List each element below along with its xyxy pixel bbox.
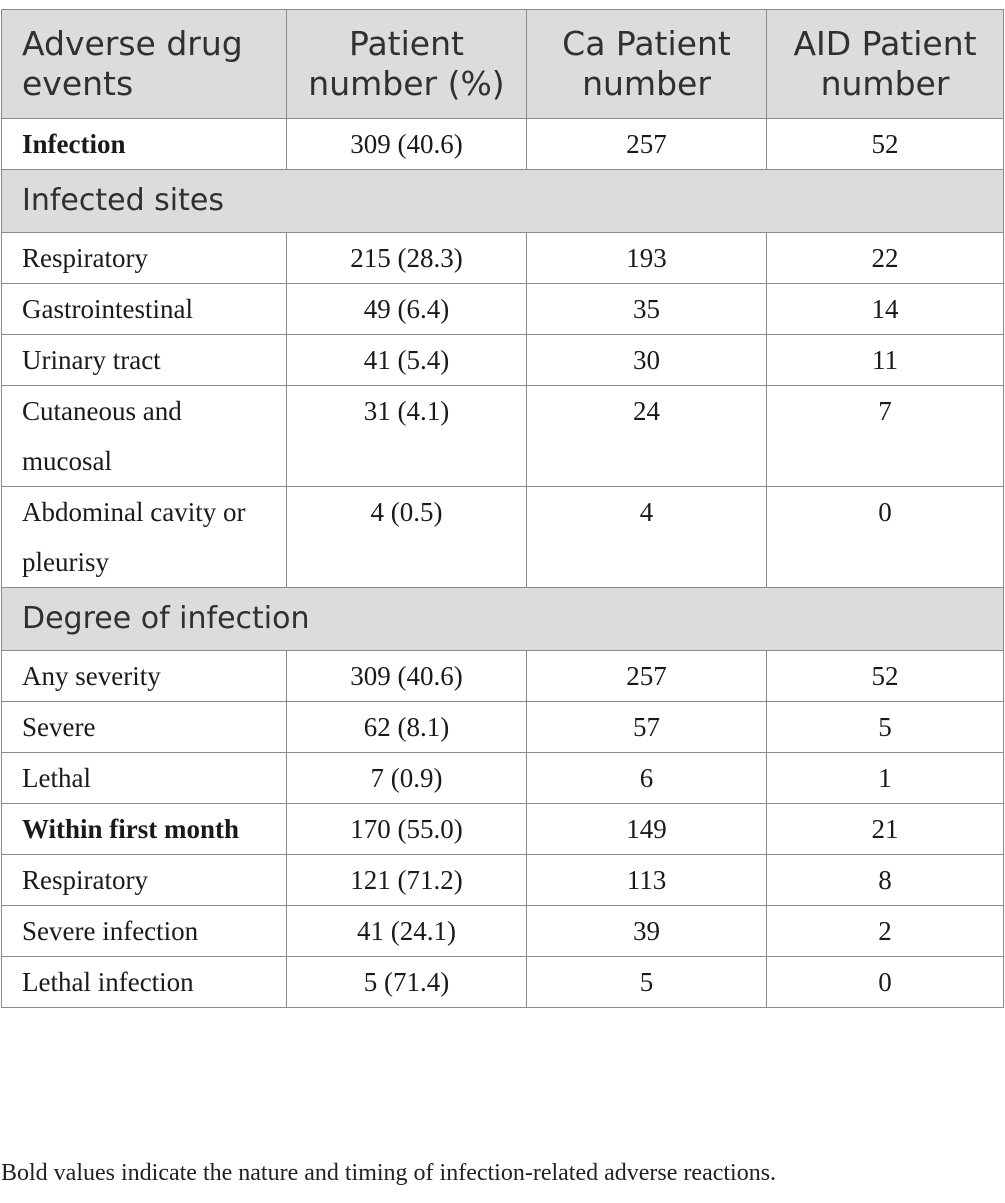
table-row bbox=[2, 233, 1004, 284]
patient-number-cell: 121 (71.2) bbox=[287, 855, 527, 906]
table-row bbox=[2, 804, 1004, 855]
row-label: Respiratory bbox=[2, 233, 287, 284]
table-row bbox=[2, 651, 1004, 702]
section-label: Degree of infection bbox=[2, 588, 1004, 651]
aid-patient-number-cell: 7 bbox=[767, 386, 1004, 487]
ca-patient-number-cell: 35 bbox=[527, 284, 767, 335]
row-label: Gastrointestinal bbox=[2, 284, 287, 335]
section-row bbox=[2, 588, 1004, 651]
table-row bbox=[2, 855, 1004, 906]
table-footnote: Bold values indicate the nature and timing of infection-related adverse reactions. bbox=[1, 1160, 777, 1186]
ca-patient-number-cell: 149 bbox=[527, 804, 767, 855]
aid-patient-number-cell: 14 bbox=[767, 284, 1004, 335]
table-row bbox=[2, 284, 1004, 335]
patient-number-cell: 62 (8.1) bbox=[287, 702, 527, 753]
patient-number-cell: 5 (71.4) bbox=[287, 957, 527, 1008]
ca-patient-number-cell: 6 bbox=[527, 753, 767, 804]
row-label: Severe bbox=[2, 702, 287, 753]
aid-patient-number-cell: 8 bbox=[767, 855, 1004, 906]
table-row bbox=[2, 386, 1004, 487]
header-row bbox=[2, 10, 1004, 119]
table-row bbox=[2, 119, 1004, 170]
aid-patient-number-cell: 0 bbox=[767, 487, 1004, 588]
row-label: Cutaneous and mucosal bbox=[2, 386, 287, 487]
header-ca-patient-number: Ca Patient number bbox=[527, 10, 767, 119]
ca-patient-number-cell: 113 bbox=[527, 855, 767, 906]
table-row bbox=[2, 487, 1004, 588]
ca-patient-number-cell: 24 bbox=[527, 386, 767, 487]
aid-patient-number-cell: 2 bbox=[767, 906, 1004, 957]
section-label: Infected sites bbox=[2, 170, 1004, 233]
patient-number-cell: 4 (0.5) bbox=[287, 487, 527, 588]
row-label: Lethal infection bbox=[2, 957, 287, 1008]
section-row bbox=[2, 170, 1004, 233]
ca-patient-number-cell: 57 bbox=[527, 702, 767, 753]
patient-number-cell: 215 (28.3) bbox=[287, 233, 527, 284]
row-label: Respiratory bbox=[2, 855, 287, 906]
aid-patient-number-cell: 1 bbox=[767, 753, 1004, 804]
aid-patient-number-cell: 21 bbox=[767, 804, 1004, 855]
ca-patient-number-cell: 5 bbox=[527, 957, 767, 1008]
patient-number-cell: 7 (0.9) bbox=[287, 753, 527, 804]
row-label: Abdominal cavity or pleurisy bbox=[2, 487, 287, 588]
header-aid-patient-number: AID Patient number bbox=[767, 10, 1004, 119]
patient-number-cell: 49 (6.4) bbox=[287, 284, 527, 335]
patient-number-cell: 31 (4.1) bbox=[287, 386, 527, 487]
table-row bbox=[2, 957, 1004, 1008]
row-label: Severe infection bbox=[2, 906, 287, 957]
aid-patient-number-cell: 0 bbox=[767, 957, 1004, 1008]
aid-patient-number-cell: 11 bbox=[767, 335, 1004, 386]
aid-patient-number-cell: 52 bbox=[767, 119, 1004, 170]
header-patient-number: Patient number (%) bbox=[287, 10, 527, 119]
table-row bbox=[2, 753, 1004, 804]
patient-number-cell: 309 (40.6) bbox=[287, 651, 527, 702]
aid-patient-number-cell: 22 bbox=[767, 233, 1004, 284]
ca-patient-number-cell: 30 bbox=[527, 335, 767, 386]
aid-patient-number-cell: 52 bbox=[767, 651, 1004, 702]
header-adverse-drug-events: Adverse drug events bbox=[2, 10, 287, 119]
row-label: Any severity bbox=[2, 651, 287, 702]
table-row bbox=[2, 702, 1004, 753]
row-label: Infection bbox=[2, 119, 287, 170]
ca-patient-number-cell: 39 bbox=[527, 906, 767, 957]
table-header bbox=[2, 10, 1004, 119]
ca-patient-number-cell: 193 bbox=[527, 233, 767, 284]
ca-patient-number-cell: 257 bbox=[527, 119, 767, 170]
table-row bbox=[2, 335, 1004, 386]
patient-number-cell: 41 (24.1) bbox=[287, 906, 527, 957]
patient-number-cell: 41 (5.4) bbox=[287, 335, 527, 386]
table-body bbox=[2, 119, 1004, 1008]
ca-patient-number-cell: 4 bbox=[527, 487, 767, 588]
aid-patient-number-cell: 5 bbox=[767, 702, 1004, 753]
row-label: Within first month bbox=[2, 804, 287, 855]
table-row bbox=[2, 906, 1004, 957]
row-label: Lethal bbox=[2, 753, 287, 804]
patient-number-cell: 309 (40.6) bbox=[287, 119, 527, 170]
row-label: Urinary tract bbox=[2, 335, 287, 386]
adverse-events-table bbox=[1, 9, 1004, 1008]
ca-patient-number-cell: 257 bbox=[527, 651, 767, 702]
patient-number-cell: 170 (55.0) bbox=[287, 804, 527, 855]
